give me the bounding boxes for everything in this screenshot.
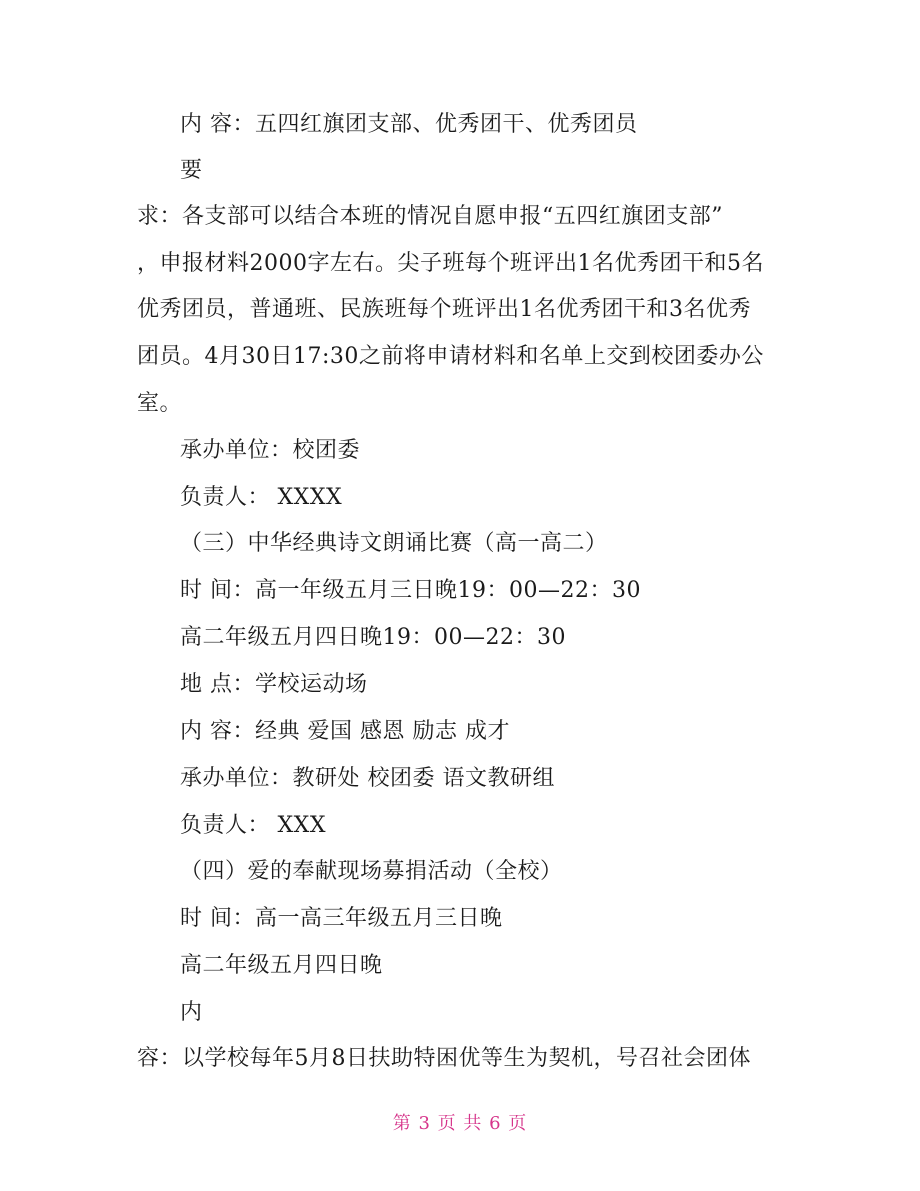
text-line-requirement-label: 要 [180, 158, 203, 183]
text-line-content-body: 容：以学校每年5月8日扶助特困优等生为契机，号召社会团体 [137, 1046, 751, 1071]
text-line-organizer-2: 承办单位：教研处 校团委 语文教研组 [180, 766, 555, 791]
text-line-content-label: 内 [180, 1000, 203, 1025]
text-line-requirement-1: 求：各支部可以结合本班的情况自愿申报“五四红旗团支部” [137, 204, 723, 229]
text-line-time-4: 高二年级五月四日晚 [180, 953, 383, 978]
text-line-requirement-5: 室。 [137, 391, 183, 416]
text-line-location: 地 点：学校运动场 [180, 672, 368, 697]
text-line-time-1: 时 间：高一年级五月三日晚19：00—22：30 [180, 578, 641, 603]
text-line-person-in-charge-2: 负责人： XXX [180, 813, 326, 838]
text-line-requirement-2: ，申报材料2000字左右。尖子班每个班评出1名优秀团干和5名 [137, 251, 764, 276]
text-line-requirement-3: 优秀团员，普通班、民族班每个班评出1名优秀团干和3名优秀 [137, 297, 751, 322]
text-line-content-type: 内 容：五四红旗团支部、优秀团干、优秀团员 [180, 112, 638, 137]
text-line-time-3: 时 间：高一高三年级五月三日晚 [180, 906, 503, 931]
page-number-footer: 第 3 页 共 6 页 [392, 1113, 528, 1134]
text-line-organizer: 承办单位：校团委 [180, 438, 361, 463]
text-line-requirement-4: 团员。4月30日17:30之前将申请材料和名单上交到校团委办公 [137, 344, 764, 369]
text-line-person-in-charge: 负责人： XXXX [180, 485, 343, 510]
section-heading-4: （四）爱的奉献现场募捐活动（全校） [180, 859, 563, 884]
text-line-time-2: 高二年级五月四日晚19：00—22：30 [180, 625, 566, 650]
section-heading-3: （三）中华经典诗文朗诵比赛（高一高二） [180, 531, 608, 556]
text-line-content-theme: 内 容：经典 爱国 感恩 励志 成才 [180, 719, 510, 744]
